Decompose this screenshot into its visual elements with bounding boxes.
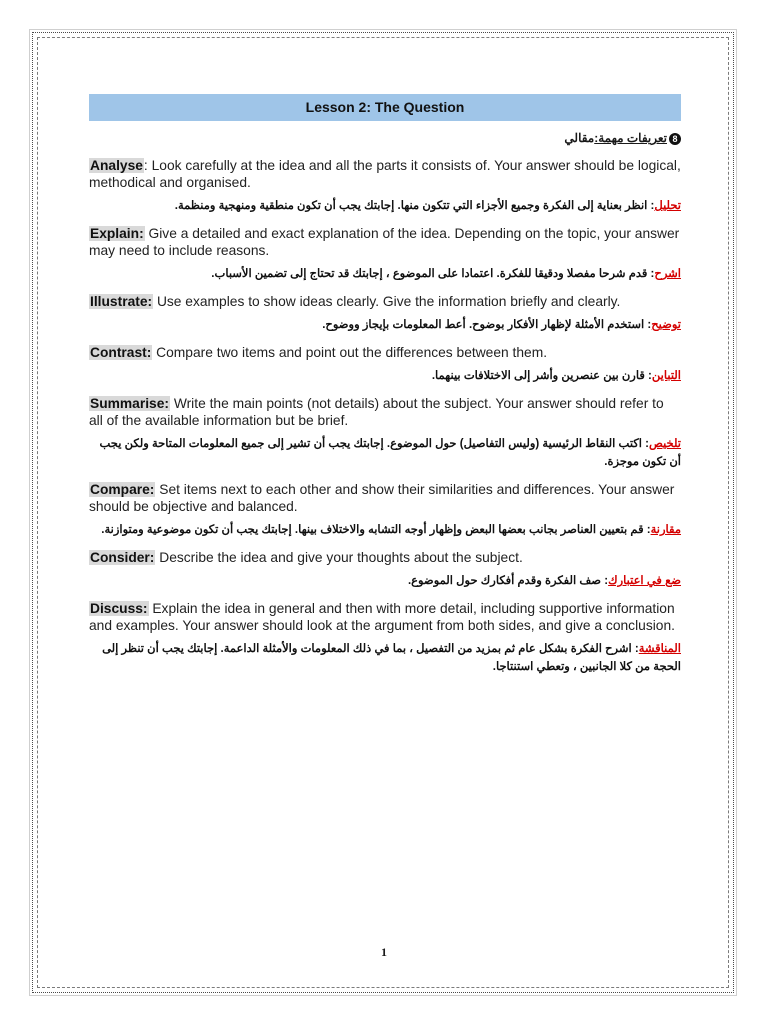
term-definition: Give a detailed and exact explanation of the idea. Depending on the topic, your answer may need to include reasons.: [89, 226, 680, 258]
term-keyword: Explain:: [90, 226, 144, 241]
term-definition: Write the main points (not details) about the subject. Your answer should refer to all of the available information but be brief.: [89, 396, 664, 428]
term-arabic-keyword: التباين: [651, 370, 681, 382]
term-arabic-keyword: ضع في اعتبارك: [608, 575, 681, 587]
term-arabic-definition: : اشرح الفكرة بشكل عام ثم بمزيد من التفصيل ، بما في ذلك المعلومات والأمثلة الداعمة. إجابتك يجب أن تنظر إلى الحجة من كلا الجانبين ، وتعطي استنتاجا.: [102, 643, 681, 673]
term-block: [89, 344, 681, 385]
definitions-heading: [89, 129, 681, 147]
terms-list: [89, 157, 681, 676]
term-keyword: Summarise:: [90, 396, 169, 411]
term-arabic-definition: : قم بتعيين العناصر بجانب بعضها البعض وإظهار أوجه التشابه والاختلاف بينها. إجابتك يجب أن تكون موضوعية ومتوازنة.: [101, 524, 651, 536]
term-english: [89, 395, 681, 429]
page-number: 1: [381, 945, 387, 959]
term-arabic-definition: : انظر بعناية إلى الفكرة وجميع الأجزاء التي تتكون منها. إجابتك يجب أن تكون منطقية ومنهجية ومنظمة.: [174, 200, 655, 212]
term-arabic: [89, 435, 681, 471]
term-keyword: Analyse: [90, 158, 143, 173]
term-arabic: [89, 197, 681, 215]
term-arabic-definition: : استخدم الأمثلة لإظهار الأفكار بوضوح. أعط المعلومات بإيجاز ووضوح.: [322, 319, 652, 331]
term-keyword: Contrast:: [90, 345, 152, 360]
term-block: [89, 481, 681, 539]
term-arabic-keyword: توضيح: [651, 319, 681, 331]
number-badge: 8: [669, 133, 681, 145]
term-arabic-definition: : قدم شرحا مفصلا ودقيقا للفكرة. اعتمادا على الموضوع ، إجابتك قد تحتاج إلى تضمين الأسباب.: [211, 268, 655, 280]
term-english: [89, 481, 681, 515]
term-arabic: [89, 265, 681, 283]
term-arabic-definition: : قارن بين عنصرين وأشر إلى الاختلافات بينهما.: [431, 370, 652, 382]
term-block: [89, 549, 681, 590]
term-english: [89, 293, 681, 310]
term-english: [89, 225, 681, 259]
term-block: [89, 395, 681, 471]
term-arabic-keyword: تلخيص: [649, 438, 681, 450]
term-arabic: [89, 316, 681, 334]
term-definition: Use examples to show ideas clearly. Give the information briefly and clearly.: [153, 294, 621, 309]
term-english: [89, 549, 681, 566]
term-definition: Compare two items and point out the differences between them.: [152, 345, 548, 360]
term-arabic-keyword: اشرح: [654, 268, 681, 280]
term-arabic: [89, 640, 681, 676]
term-block: [89, 157, 681, 215]
definitions-heading-rest: مقالي: [564, 131, 595, 145]
term-definition: Describe the idea and give your thoughts about the subject.: [155, 550, 523, 565]
term-arabic: [89, 367, 681, 385]
term-keyword: Illustrate:: [90, 294, 153, 309]
document-content: [89, 94, 681, 676]
term-keyword: Compare:: [90, 482, 155, 497]
term-arabic: [89, 521, 681, 539]
term-keyword: Consider:: [90, 550, 155, 565]
term-separator: :: [143, 158, 148, 173]
term-block: [89, 225, 681, 283]
term-arabic-keyword: تحليل: [654, 200, 681, 212]
term-english: [89, 600, 681, 634]
term-definition: Explain the idea in general and then with more detail, including supportive information and examples. Your answer should look at the argument from both sides, and give a conclusion.: [89, 601, 675, 633]
term-arabic-keyword: مقارنة: [650, 524, 681, 536]
term-keyword: Discuss:: [90, 601, 148, 616]
term-block: [89, 293, 681, 334]
term-block: [89, 600, 681, 676]
term-english: [89, 157, 681, 191]
lesson-title: Lesson 2: The Question: [89, 94, 681, 121]
term-definition: Look carefully at the idea and all the parts it consists of. Your answer should be logical, methodical and organised.: [89, 158, 681, 190]
term-english: [89, 344, 681, 361]
term-definition: Set items next to each other and show their similarities and differences. Your answer should be objective and balanced.: [89, 482, 675, 514]
term-arabic-definition: : اكتب النقاط الرئيسية (وليس التفاصيل) حول الموضوع. إجابتك يجب أن تشير إلى جميع المعلومات المتاحة ولكن يجب أن تكون موجزة.: [99, 438, 681, 468]
term-arabic: [89, 572, 681, 590]
term-arabic-definition: : صف الفكرة وقدم أفكارك حول الموضوع.: [407, 575, 609, 587]
term-arabic-keyword: المناقشة: [638, 643, 681, 655]
definitions-heading-underlined: تعريفات مهمة:: [594, 131, 667, 145]
